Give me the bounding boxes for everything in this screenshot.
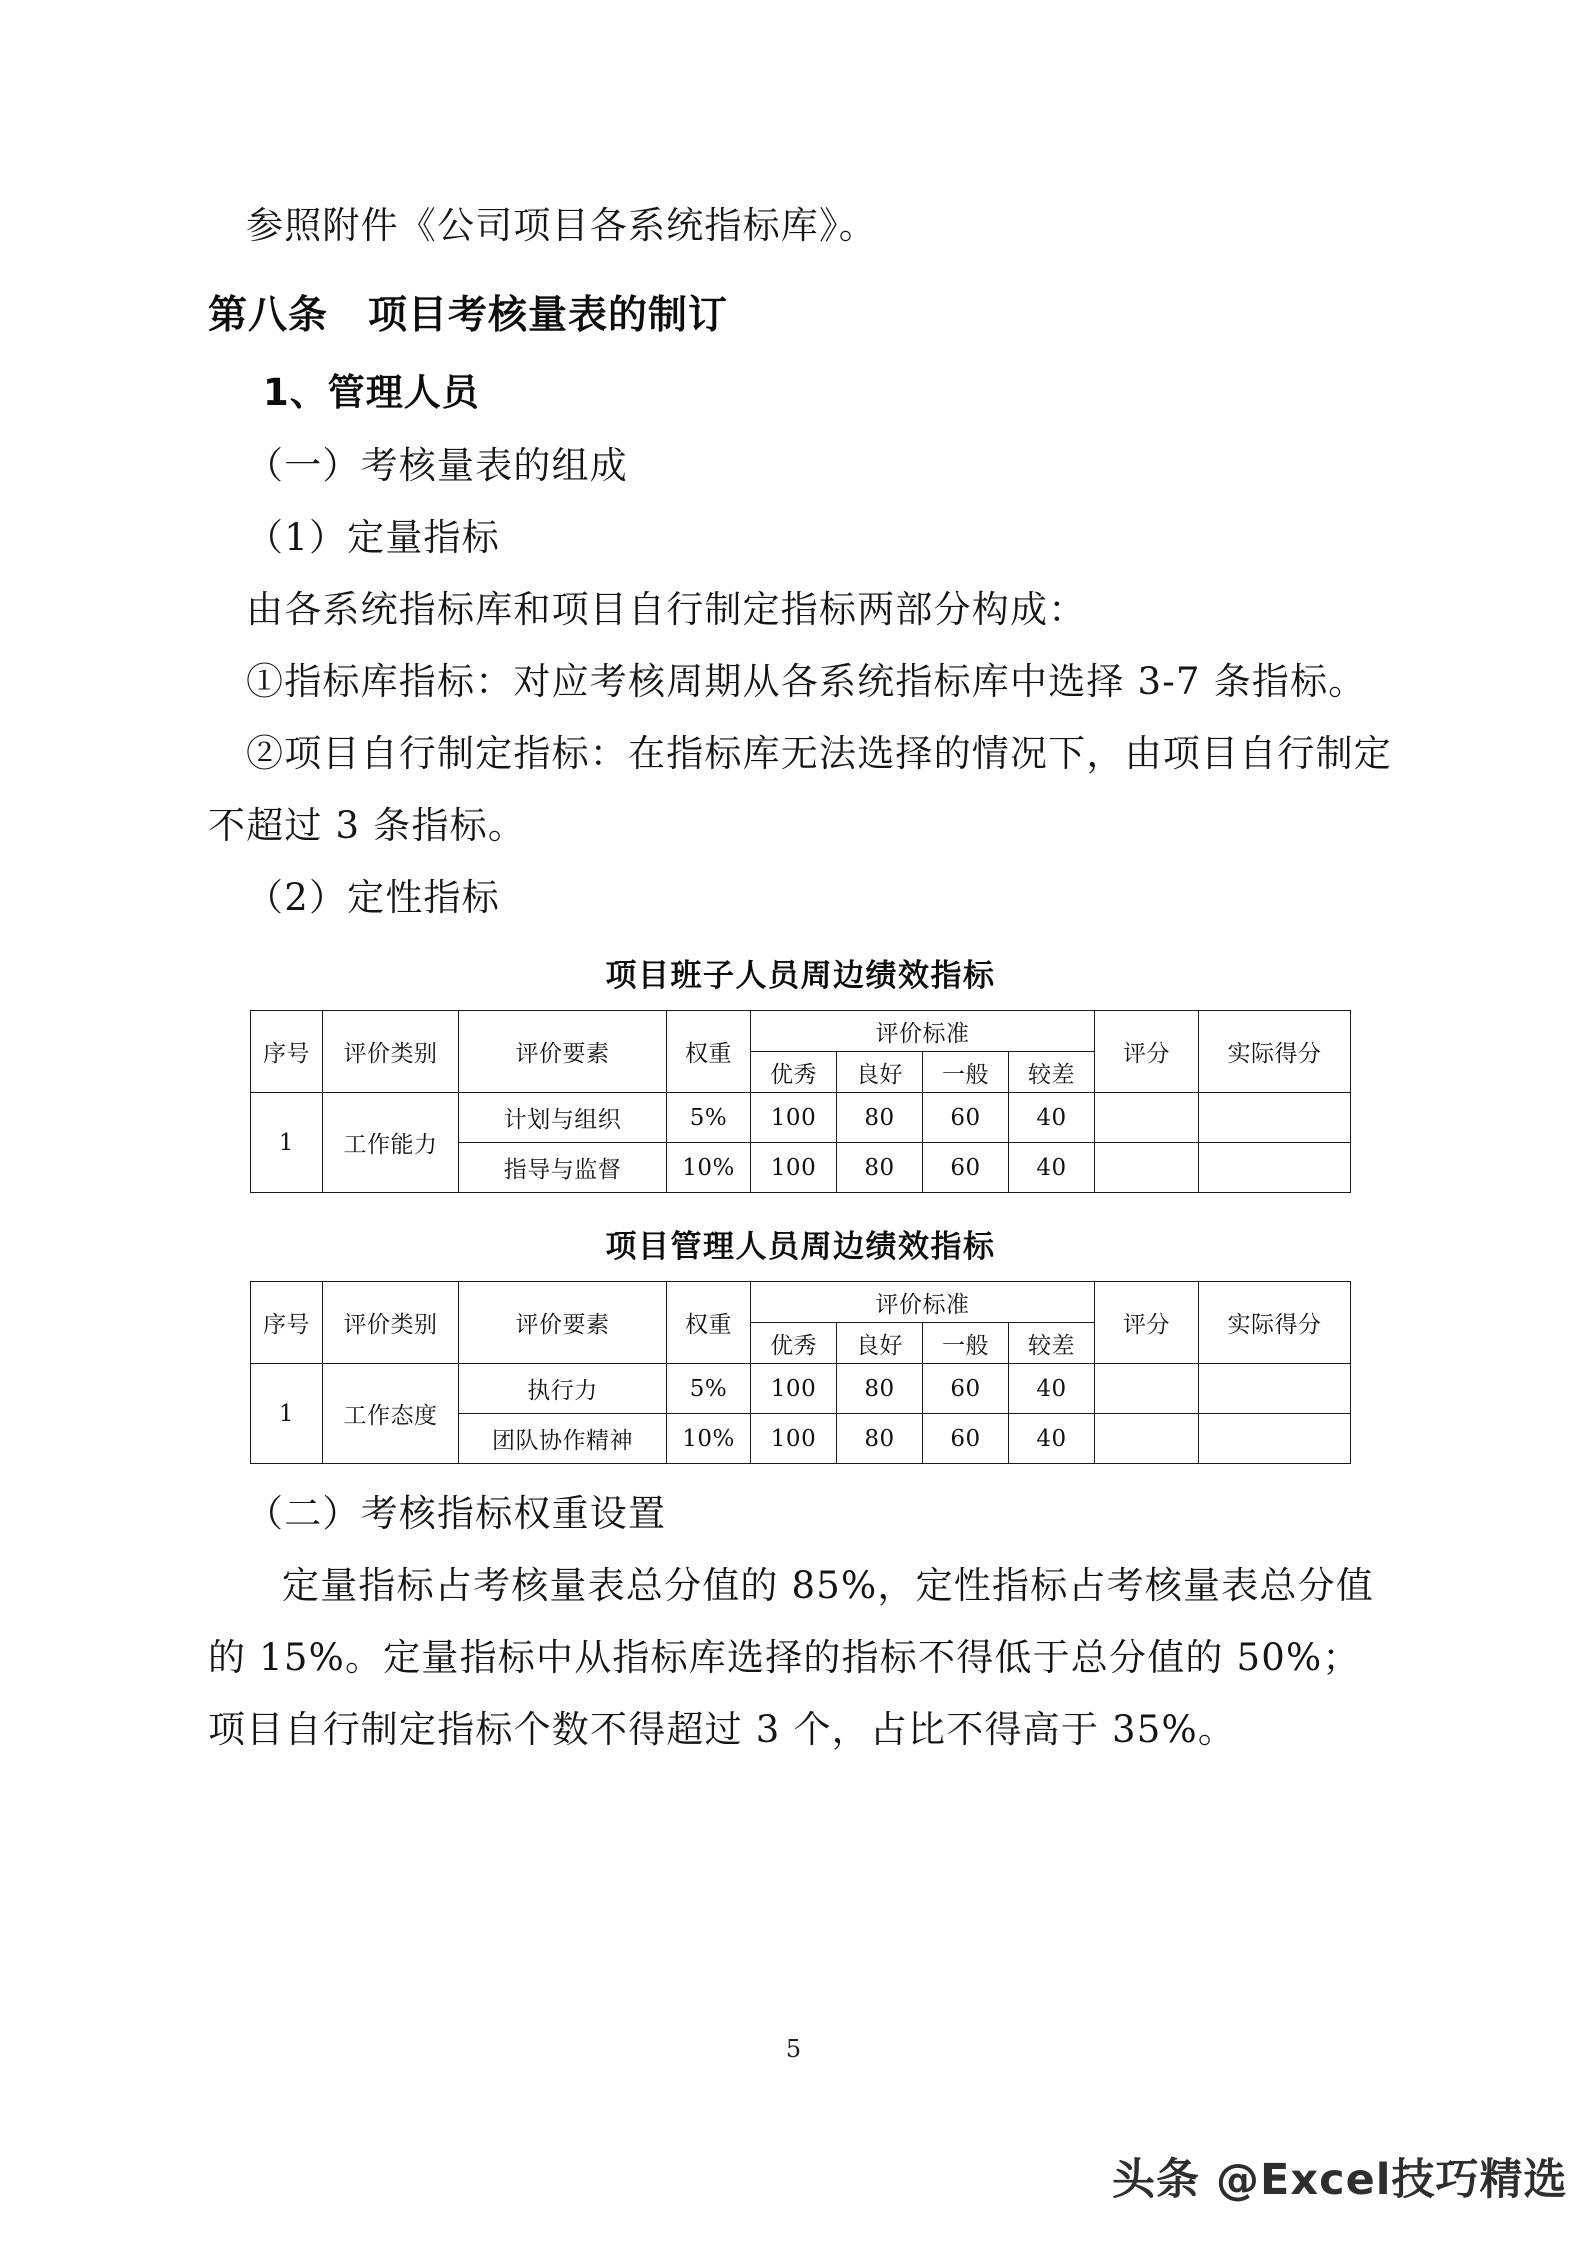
header-element: 评价要素 xyxy=(459,1282,667,1364)
header-element: 评价要素 xyxy=(459,1011,667,1093)
page-content xyxy=(208,190,1393,1766)
cell-level-excellent: 100 xyxy=(751,1143,837,1193)
header-level-poor: 较差 xyxy=(1009,1323,1095,1364)
table-title: 项目管理人员周边绩效指标 xyxy=(605,1229,996,1265)
header-level-average: 一般 xyxy=(923,1323,1009,1364)
cell-level-average: 60 xyxy=(923,1143,1009,1193)
cell-weight: 5% xyxy=(667,1093,751,1143)
header-level-excellent: 优秀 xyxy=(751,1323,837,1364)
subsection-weight-setting: （二）考核指标权重设置 xyxy=(246,1492,667,1535)
cell-level-average: 60 xyxy=(923,1414,1009,1464)
header-category: 评价类别 xyxy=(323,1282,459,1364)
cell-level-poor: 40 xyxy=(1009,1414,1095,1464)
cell-level-good: 80 xyxy=(837,1093,923,1143)
header-seq: 序号 xyxy=(251,1011,323,1093)
table-block-management-staff xyxy=(208,1219,1393,1464)
cell-weight: 5% xyxy=(667,1364,751,1414)
header-level-average: 一般 xyxy=(923,1052,1009,1093)
cell-actual-score[interactable] xyxy=(1199,1143,1351,1193)
section-heading-management-staff: 1、管理人员 xyxy=(263,371,480,414)
cell-category: 工作能力 xyxy=(323,1093,459,1193)
watermark: 头条 @Excel技巧精选 xyxy=(1112,2155,1568,2205)
cell-actual-score[interactable] xyxy=(1199,1364,1351,1414)
header-level-good: 良好 xyxy=(837,1052,923,1093)
article-heading: 第八条 项目考核量表的制订 xyxy=(208,293,729,338)
table-header-row xyxy=(251,1011,1351,1052)
paragraph-composition: 由各系统指标库和项目自行制定指标两部分构成： xyxy=(246,588,1087,631)
header-level-excellent: 优秀 xyxy=(751,1052,837,1093)
cell-category: 工作态度 xyxy=(323,1364,459,1464)
cell-level-excellent: 100 xyxy=(751,1414,837,1464)
cell-score[interactable] xyxy=(1095,1143,1199,1193)
cell-level-excellent: 100 xyxy=(751,1364,837,1414)
table-header-row xyxy=(251,1282,1351,1323)
header-standard-group: 评价标准 xyxy=(751,1282,1095,1323)
cell-actual-score[interactable] xyxy=(1199,1414,1351,1464)
header-level-poor: 较差 xyxy=(1009,1052,1095,1093)
spacer xyxy=(208,934,1393,948)
table-block-team-members xyxy=(208,948,1393,1193)
item-quantitative-indicator: （1）定量指标 xyxy=(246,516,500,559)
paragraph-circle-two: ②项目自行制定指标：在指标库无法选择的情况下，由项目自行制定不超过 3 条指标。 xyxy=(208,732,1392,847)
cell-level-excellent: 100 xyxy=(751,1093,837,1143)
cell-level-good: 80 xyxy=(837,1143,923,1193)
cell-element: 团队协作精神 xyxy=(459,1414,667,1464)
cell-score[interactable] xyxy=(1095,1414,1199,1464)
cell-weight: 10% xyxy=(667,1414,751,1464)
cell-element: 执行力 xyxy=(459,1364,667,1414)
header-actual-score: 实际得分 xyxy=(1199,1011,1351,1093)
paragraph-weights: 定量指标占考核量表总分值的 85%，定性指标占考核量表总分值的 15%。定量指标中从指标库选择的指标不得低于总分值的 50%；项目自行制定指标个数不得超过 3 个，占比不得高于 35%。 xyxy=(208,1564,1374,1751)
cell-level-poor: 40 xyxy=(1009,1364,1095,1414)
cell-level-poor: 40 xyxy=(1009,1093,1095,1143)
header-score: 评分 xyxy=(1095,1011,1199,1093)
spacer xyxy=(208,262,1393,276)
header-weight: 权重 xyxy=(667,1282,751,1364)
cell-seq: 1 xyxy=(251,1093,323,1193)
cell-element: 指导与监督 xyxy=(459,1143,667,1193)
header-weight: 权重 xyxy=(667,1011,751,1093)
subsection-composition: （一）考核量表的组成 xyxy=(246,444,628,487)
evaluation-table-management-staff xyxy=(250,1281,1351,1464)
item-qualitative-indicator: （2）定性指标 xyxy=(246,876,500,919)
spacer xyxy=(208,1464,1393,1478)
cell-seq: 1 xyxy=(251,1364,323,1464)
paragraph-reference: 参照附件《公司项目各系统指标库》。 xyxy=(246,204,877,247)
paragraph-circle-one: ①指标库指标：对应考核周期从各系统指标库中选择 3-7 条指标。 xyxy=(246,660,1367,703)
table-row xyxy=(251,1364,1351,1414)
page-number: 5 xyxy=(785,2035,802,2063)
cell-level-poor: 40 xyxy=(1009,1143,1095,1193)
evaluation-table-team-members xyxy=(250,1010,1351,1193)
table-title: 项目班子人员周边绩效指标 xyxy=(605,958,996,994)
cell-element: 计划与组织 xyxy=(459,1093,667,1143)
cell-weight: 10% xyxy=(667,1143,751,1193)
header-score: 评分 xyxy=(1095,1282,1199,1364)
spacer xyxy=(208,1193,1393,1219)
header-standard-group: 评价标准 xyxy=(751,1011,1095,1052)
cell-actual-score[interactable] xyxy=(1199,1093,1351,1143)
header-category: 评价类别 xyxy=(323,1011,459,1093)
table-row xyxy=(251,1093,1351,1143)
cell-level-average: 60 xyxy=(923,1093,1009,1143)
cell-score[interactable] xyxy=(1095,1364,1199,1414)
cell-score[interactable] xyxy=(1095,1093,1199,1143)
cell-level-good: 80 xyxy=(837,1414,923,1464)
cell-level-average: 60 xyxy=(923,1364,1009,1414)
header-actual-score: 实际得分 xyxy=(1199,1282,1351,1364)
header-level-good: 良好 xyxy=(837,1323,923,1364)
cell-level-good: 80 xyxy=(837,1364,923,1414)
header-seq: 序号 xyxy=(251,1282,323,1364)
